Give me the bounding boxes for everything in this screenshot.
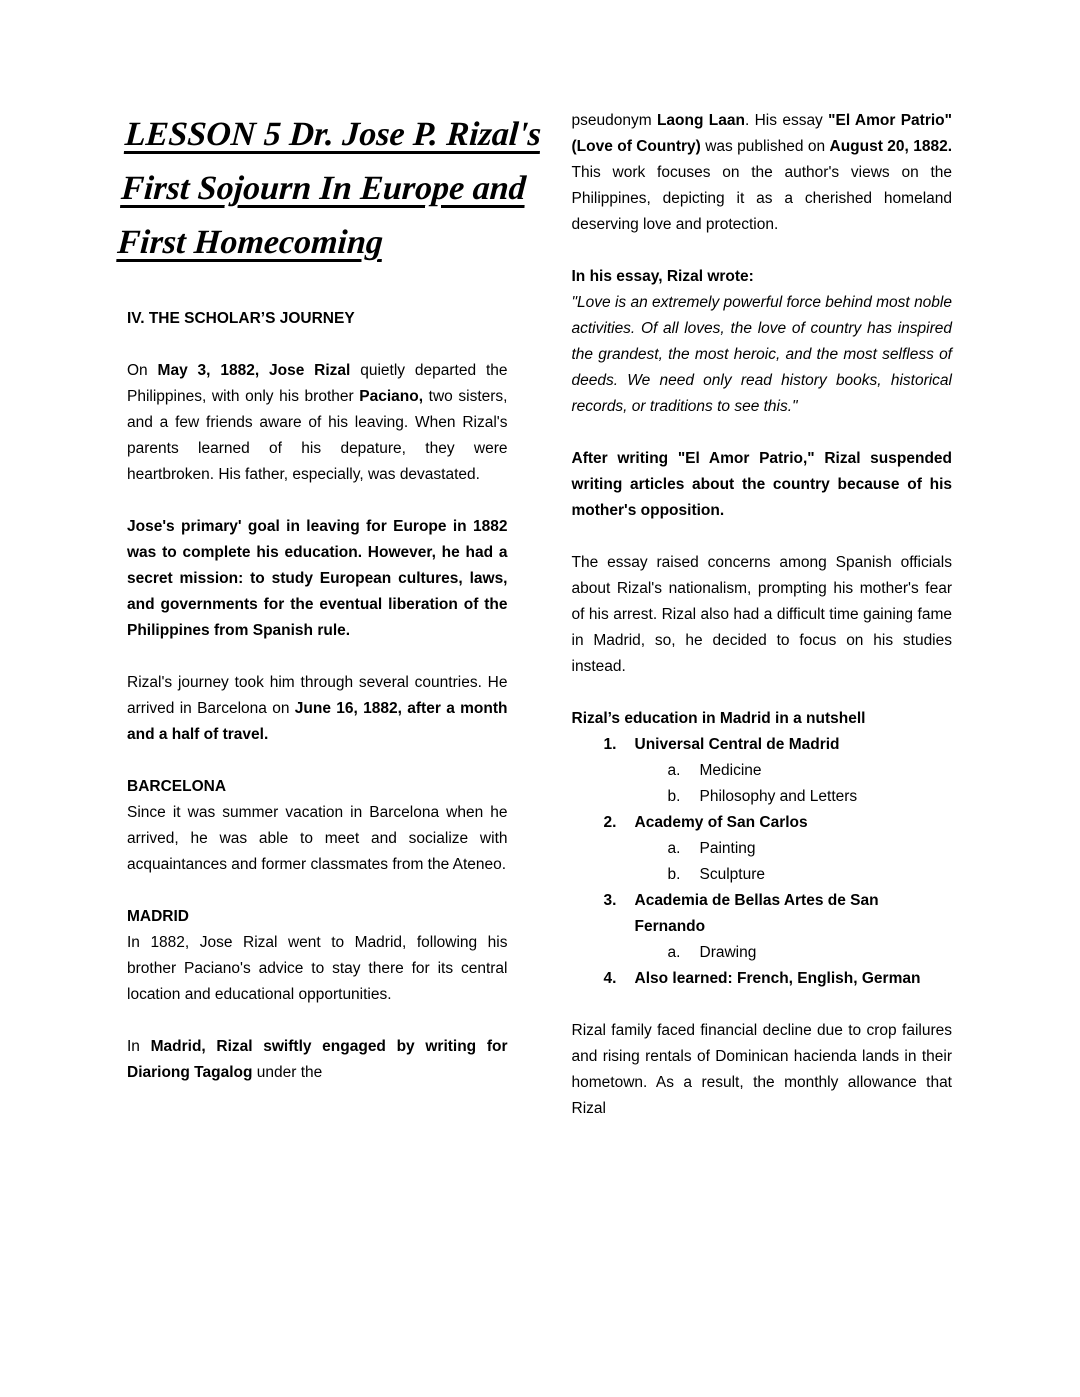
text-run: This work focuses on the author's views on the Philippines, depicting it as a cherished homeland deserving love and protection. [571, 164, 952, 233]
text-run: pseudonym [571, 112, 657, 129]
paragraph-primary-goal [127, 514, 508, 644]
text-run: was published on [700, 138, 830, 155]
text-run: quietly departed the Philippines, with only his brother [127, 362, 508, 405]
list-item-number: 3. [603, 892, 617, 909]
text-run: "Love is an extremely powerful force behind most noble activities. Of all loves, the love of country has inspired the grandest, the most heroic, and the most selfless of deeds. We need only read history books, historical records, or traditions to see this." [571, 294, 952, 415]
paragraph-madrid [127, 930, 508, 1008]
heading-barcelona: BARCELONA [127, 778, 227, 795]
list-item-number: 1. [603, 736, 617, 753]
section-heading-scholars-journey: IV. THE SCHOLAR’S JOURNEY [127, 310, 355, 327]
list-item-label: Universal Central de Madrid [634, 736, 840, 753]
sub-item-letter: b. [667, 788, 681, 805]
text-run: Jose's primary' goal in leaving for Europe in 1882 was to complete his education. However, he had a secret mission: to study European cultures, laws, and governments for the eventual liberation of the Philippines from Spanish rule. [127, 518, 508, 639]
paragraph-financial-decline [572, 1018, 953, 1122]
text-run: May 3, 1882, Jose Rizal [157, 362, 351, 379]
sub-item-letter: a. [667, 840, 681, 857]
heading-education-nutshell: Rizal’s education in Madrid in a nutshell [571, 710, 866, 727]
paragraph-journey [127, 670, 508, 748]
text-run: June 16, 1882, after a month and a half of travel. [127, 700, 508, 743]
text-run: under the [252, 1064, 323, 1081]
lesson-title [116, 108, 543, 270]
lesson-title-line: First Homecoming [116, 224, 385, 261]
heading-madrid: MADRID [127, 908, 189, 925]
paragraph-pseudonym [572, 108, 953, 238]
text-run: Rizal family faced financial decline due to crop failures and rising rentals of Dominican hacienda lands in their hometown. As a result, the monthly allowance that Rizal [571, 1022, 952, 1117]
text-run: In [127, 1038, 151, 1055]
text-run: After writing "El Amor Patrio," Rizal suspended writing articles about the country because of his mother's opposition. [571, 450, 952, 519]
sub-item-label: Sculpture [699, 866, 765, 883]
list-item-label: Also learned: French, English, German [634, 970, 921, 987]
paragraph-departure [127, 358, 508, 488]
paragraph-suspended-writing [572, 446, 953, 524]
sub-item-label: Medicine [699, 762, 762, 779]
sub-item-letter: a. [667, 762, 681, 779]
text-run: two sisters, and a few friends aware of his leaving. When Rizal's parents learned of his depature, they were heartbroken. His father, especially, was devastated. [127, 388, 508, 483]
list-item-label: Academia de Bellas Artes de San Fernando [634, 892, 879, 935]
text-run: Madrid, Rizal swiftly engaged by writing for Diariong Tagalog [127, 1038, 508, 1081]
list-item-number: 4. [603, 970, 617, 987]
paragraph-barcelona [127, 800, 508, 878]
right-column [572, 108, 953, 1357]
text-run: Laong Laan [656, 112, 745, 129]
education-list-item [572, 810, 953, 836]
education-list-sub-item [572, 940, 953, 966]
lesson-title-line: LESSON 5 Dr. Jose P. Rizal's [123, 116, 543, 153]
text-run: "El Amor Patrio" (Love of Country) [571, 112, 952, 155]
sub-item-label: Drawing [699, 944, 757, 961]
left-column [116, 108, 543, 1357]
text-run: Paciano, [359, 388, 424, 405]
heading-essay-quote: In his essay, Rizal wrote: [571, 268, 754, 285]
education-list-sub-item [572, 862, 953, 888]
sub-item-label: Philosophy and Letters [699, 788, 858, 805]
text-run: The essay raised concerns among Spanish officials about Rizal's nationalism, prompting his mother's fear of his arrest. Rizal also had a difficult time gaining fame in Madrid, so, he decided to focus on his studies instead. [571, 554, 952, 675]
education-list-item [572, 732, 953, 758]
text-run: Rizal's journey took him through several countries. He arrived in Barcelona on [127, 674, 508, 717]
education-list-sub-item [572, 836, 953, 862]
text-run: Since it was summer vacation in Barcelona when he arrived, he was able to meet and socialize with acquaintances and former classmates from the Ateneo. [127, 804, 508, 873]
sub-item-letter: a. [667, 944, 681, 961]
list-item-label: Academy of San Carlos [634, 814, 808, 831]
education-list-item [572, 966, 953, 992]
text-run: . His essay [744, 112, 829, 129]
text-run: August 20, 1882. [829, 138, 952, 155]
paragraph-essay-concerns [572, 550, 953, 680]
education-list-item [572, 888, 953, 940]
sub-item-label: Painting [699, 840, 756, 857]
text-run: In 1882, Jose Rizal went to Madrid, following his brother Paciano's advice to stay there for its central location and educational opportunities. [127, 934, 508, 1003]
education-list-sub-item [572, 758, 953, 784]
lesson-title-line: First Sojourn In Europe and [120, 170, 528, 207]
education-list-sub-item [572, 784, 953, 810]
paragraph-diariong-tagalog [127, 1034, 508, 1086]
education-list [572, 732, 953, 992]
list-item-number: 2. [603, 814, 617, 831]
sub-item-letter: b. [667, 866, 681, 883]
paragraph-essay-quote [572, 290, 953, 420]
text-run: On [127, 362, 158, 379]
